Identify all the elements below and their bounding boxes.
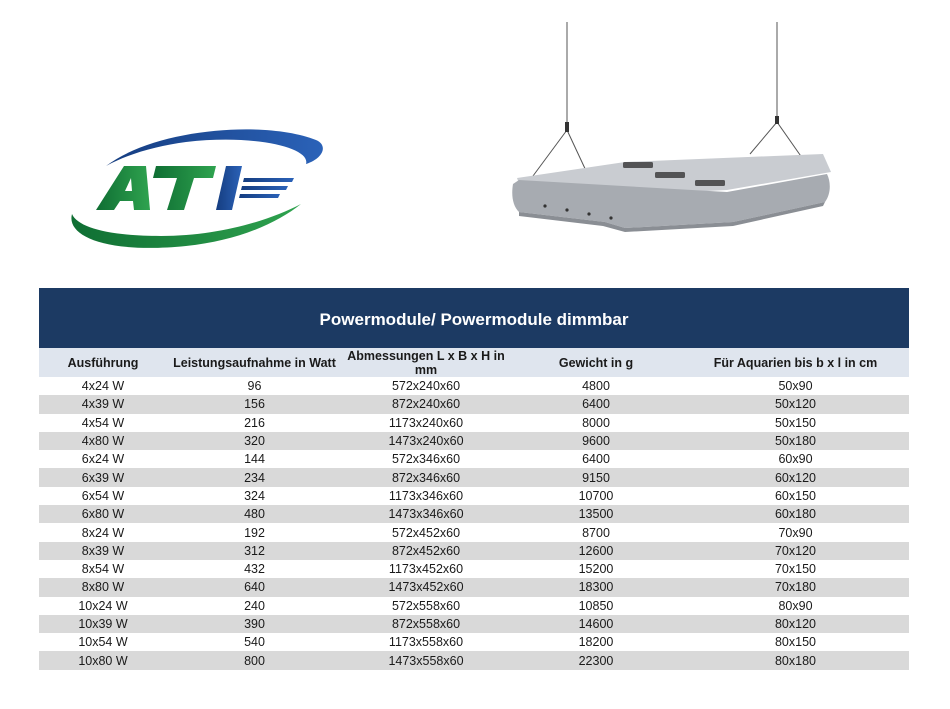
cell-abmessungen: 1473x558x60 bbox=[342, 651, 510, 669]
cell-gewicht: 22300 bbox=[510, 651, 682, 669]
cell-aquarien: 50x150 bbox=[774, 415, 816, 430]
cell-leistung: 216 bbox=[244, 415, 265, 430]
cell-ausfuehrung: 6x39 W bbox=[39, 468, 167, 486]
table-row bbox=[39, 414, 909, 432]
cell-gewicht: 8000 bbox=[582, 415, 610, 430]
cell-gewicht: 10700 bbox=[578, 488, 614, 503]
cell-leistung: 156 bbox=[167, 395, 342, 413]
table-row bbox=[39, 505, 909, 523]
cell-ausfuehrung: 4x24 W bbox=[81, 379, 125, 394]
cell-gewicht: 6400 bbox=[582, 452, 610, 467]
cell-leistung: 432 bbox=[244, 562, 265, 577]
cell-gewicht: 8700 bbox=[582, 525, 610, 540]
table-row bbox=[39, 487, 909, 505]
cell-aquarien: 80x90 bbox=[778, 598, 813, 613]
cell-gewicht: 13500 bbox=[510, 505, 682, 523]
cell-abmessungen: 1173x558x60 bbox=[388, 635, 464, 650]
cell-gewicht: 9150 bbox=[510, 468, 682, 486]
table-row bbox=[39, 395, 909, 413]
cell-aquarien: 50x120 bbox=[682, 395, 909, 413]
cell-abmessungen: 572x452x60 bbox=[391, 525, 461, 540]
header-gewicht: Gewicht in g bbox=[510, 348, 682, 377]
cell-leistung: 240 bbox=[244, 598, 265, 613]
cell-gewicht: 10850 bbox=[578, 598, 614, 613]
cell-ausfuehrung: 10x80 W bbox=[39, 651, 167, 669]
table-row bbox=[39, 450, 909, 468]
cell-abmessungen: 1173x240x60 bbox=[388, 415, 464, 430]
cell-leistung: 320 bbox=[167, 432, 342, 450]
cell-aquarien: 70x120 bbox=[682, 542, 909, 560]
cell-abmessungen: 1473x452x60 bbox=[342, 578, 510, 596]
cell-ausfuehrung: 4x80 W bbox=[39, 432, 167, 450]
cell-leistung: 144 bbox=[244, 452, 265, 467]
product-image bbox=[505, 22, 843, 232]
table-row bbox=[39, 578, 909, 596]
cell-abmessungen: 872x452x60 bbox=[342, 542, 510, 560]
cell-gewicht: 15200 bbox=[578, 562, 614, 577]
table-row bbox=[39, 597, 909, 615]
cell-aquarien: 60x90 bbox=[778, 452, 813, 467]
cell-ausfuehrung: 10x54 W bbox=[78, 635, 128, 650]
cell-leistung: 234 bbox=[167, 468, 342, 486]
cell-ausfuehrung: 8x54 W bbox=[81, 562, 125, 577]
header-ausfuehrung: Ausführung bbox=[39, 348, 167, 377]
cell-ausfuehrung: 10x24 W bbox=[78, 598, 128, 613]
table-title: Powermodule/ Powermodule dimmbar bbox=[39, 288, 909, 348]
header-abmessungen: Abmessungen L x B x H in mm bbox=[342, 348, 510, 377]
cell-abmessungen: 1173x452x60 bbox=[388, 562, 464, 577]
cell-gewicht: 4800 bbox=[582, 379, 610, 394]
cell-abmessungen: 572x240x60 bbox=[391, 379, 461, 394]
cell-aquarien: 60x150 bbox=[774, 488, 816, 503]
cell-ausfuehrung: 6x54 W bbox=[81, 488, 125, 503]
cell-ausfuehrung: 8x24 W bbox=[81, 525, 125, 540]
cell-abmessungen: 572x346x60 bbox=[391, 452, 461, 467]
table-row bbox=[39, 432, 909, 450]
cell-gewicht: 18200 bbox=[578, 635, 614, 650]
table-header-row bbox=[39, 348, 909, 377]
table-row bbox=[39, 560, 909, 578]
cell-abmessungen: 572x558x60 bbox=[391, 598, 461, 613]
table-row bbox=[39, 523, 909, 541]
cell-aquarien: 80x180 bbox=[682, 651, 909, 669]
cell-aquarien: 80x150 bbox=[774, 635, 816, 650]
cell-ausfuehrung: 8x39 W bbox=[39, 542, 167, 560]
cell-abmessungen: 872x240x60 bbox=[342, 395, 510, 413]
table-row bbox=[39, 377, 909, 395]
cell-abmessungen: 872x346x60 bbox=[342, 468, 510, 486]
cell-abmessungen: 1473x240x60 bbox=[342, 432, 510, 450]
table-row bbox=[39, 542, 909, 560]
cell-aquarien: 70x90 bbox=[778, 525, 813, 540]
cell-leistung: 192 bbox=[244, 525, 265, 540]
cell-gewicht: 9600 bbox=[510, 432, 682, 450]
cell-aquarien: 80x120 bbox=[682, 615, 909, 633]
cell-leistung: 540 bbox=[244, 635, 265, 650]
cell-abmessungen: 872x558x60 bbox=[342, 615, 510, 633]
cell-leistung: 312 bbox=[167, 542, 342, 560]
table-row bbox=[39, 633, 909, 651]
cell-aquarien: 60x120 bbox=[682, 468, 909, 486]
cell-leistung: 390 bbox=[167, 615, 342, 633]
cell-leistung: 324 bbox=[244, 488, 265, 503]
table-row bbox=[39, 651, 909, 669]
cell-aquarien: 60x180 bbox=[682, 505, 909, 523]
cell-leistung: 640 bbox=[167, 578, 342, 596]
cell-aquarien: 50x180 bbox=[682, 432, 909, 450]
cell-ausfuehrung: 4x39 W bbox=[39, 395, 167, 413]
header-leistungsaufnahme: Leistungsaufnahme in Watt bbox=[167, 348, 342, 377]
table-row bbox=[39, 615, 909, 633]
cell-leistung: 480 bbox=[167, 505, 342, 523]
header-aquarien: Für Aquarien bis b x l in cm bbox=[682, 348, 909, 377]
table-row bbox=[39, 468, 909, 486]
cell-leistung: 800 bbox=[167, 651, 342, 669]
cell-ausfuehrung: 10x39 W bbox=[39, 615, 167, 633]
cell-aquarien: 50x90 bbox=[778, 379, 813, 394]
cell-abmessungen: 1473x346x60 bbox=[342, 505, 510, 523]
ati-logo bbox=[66, 118, 328, 252]
cell-ausfuehrung: 6x80 W bbox=[39, 505, 167, 523]
cell-leistung: 96 bbox=[247, 379, 262, 394]
cell-gewicht: 18300 bbox=[510, 578, 682, 596]
cell-abmessungen: 1173x346x60 bbox=[388, 488, 464, 503]
cell-gewicht: 14600 bbox=[510, 615, 682, 633]
spec-table bbox=[39, 288, 909, 670]
cell-ausfuehrung: 6x24 W bbox=[81, 452, 125, 467]
cell-aquarien: 70x150 bbox=[774, 562, 816, 577]
cell-aquarien: 70x180 bbox=[682, 578, 909, 596]
cell-ausfuehrung: 4x54 W bbox=[81, 415, 125, 430]
cell-ausfuehrung: 8x80 W bbox=[39, 578, 167, 596]
cell-gewicht: 12600 bbox=[510, 542, 682, 560]
cell-gewicht: 6400 bbox=[510, 395, 682, 413]
